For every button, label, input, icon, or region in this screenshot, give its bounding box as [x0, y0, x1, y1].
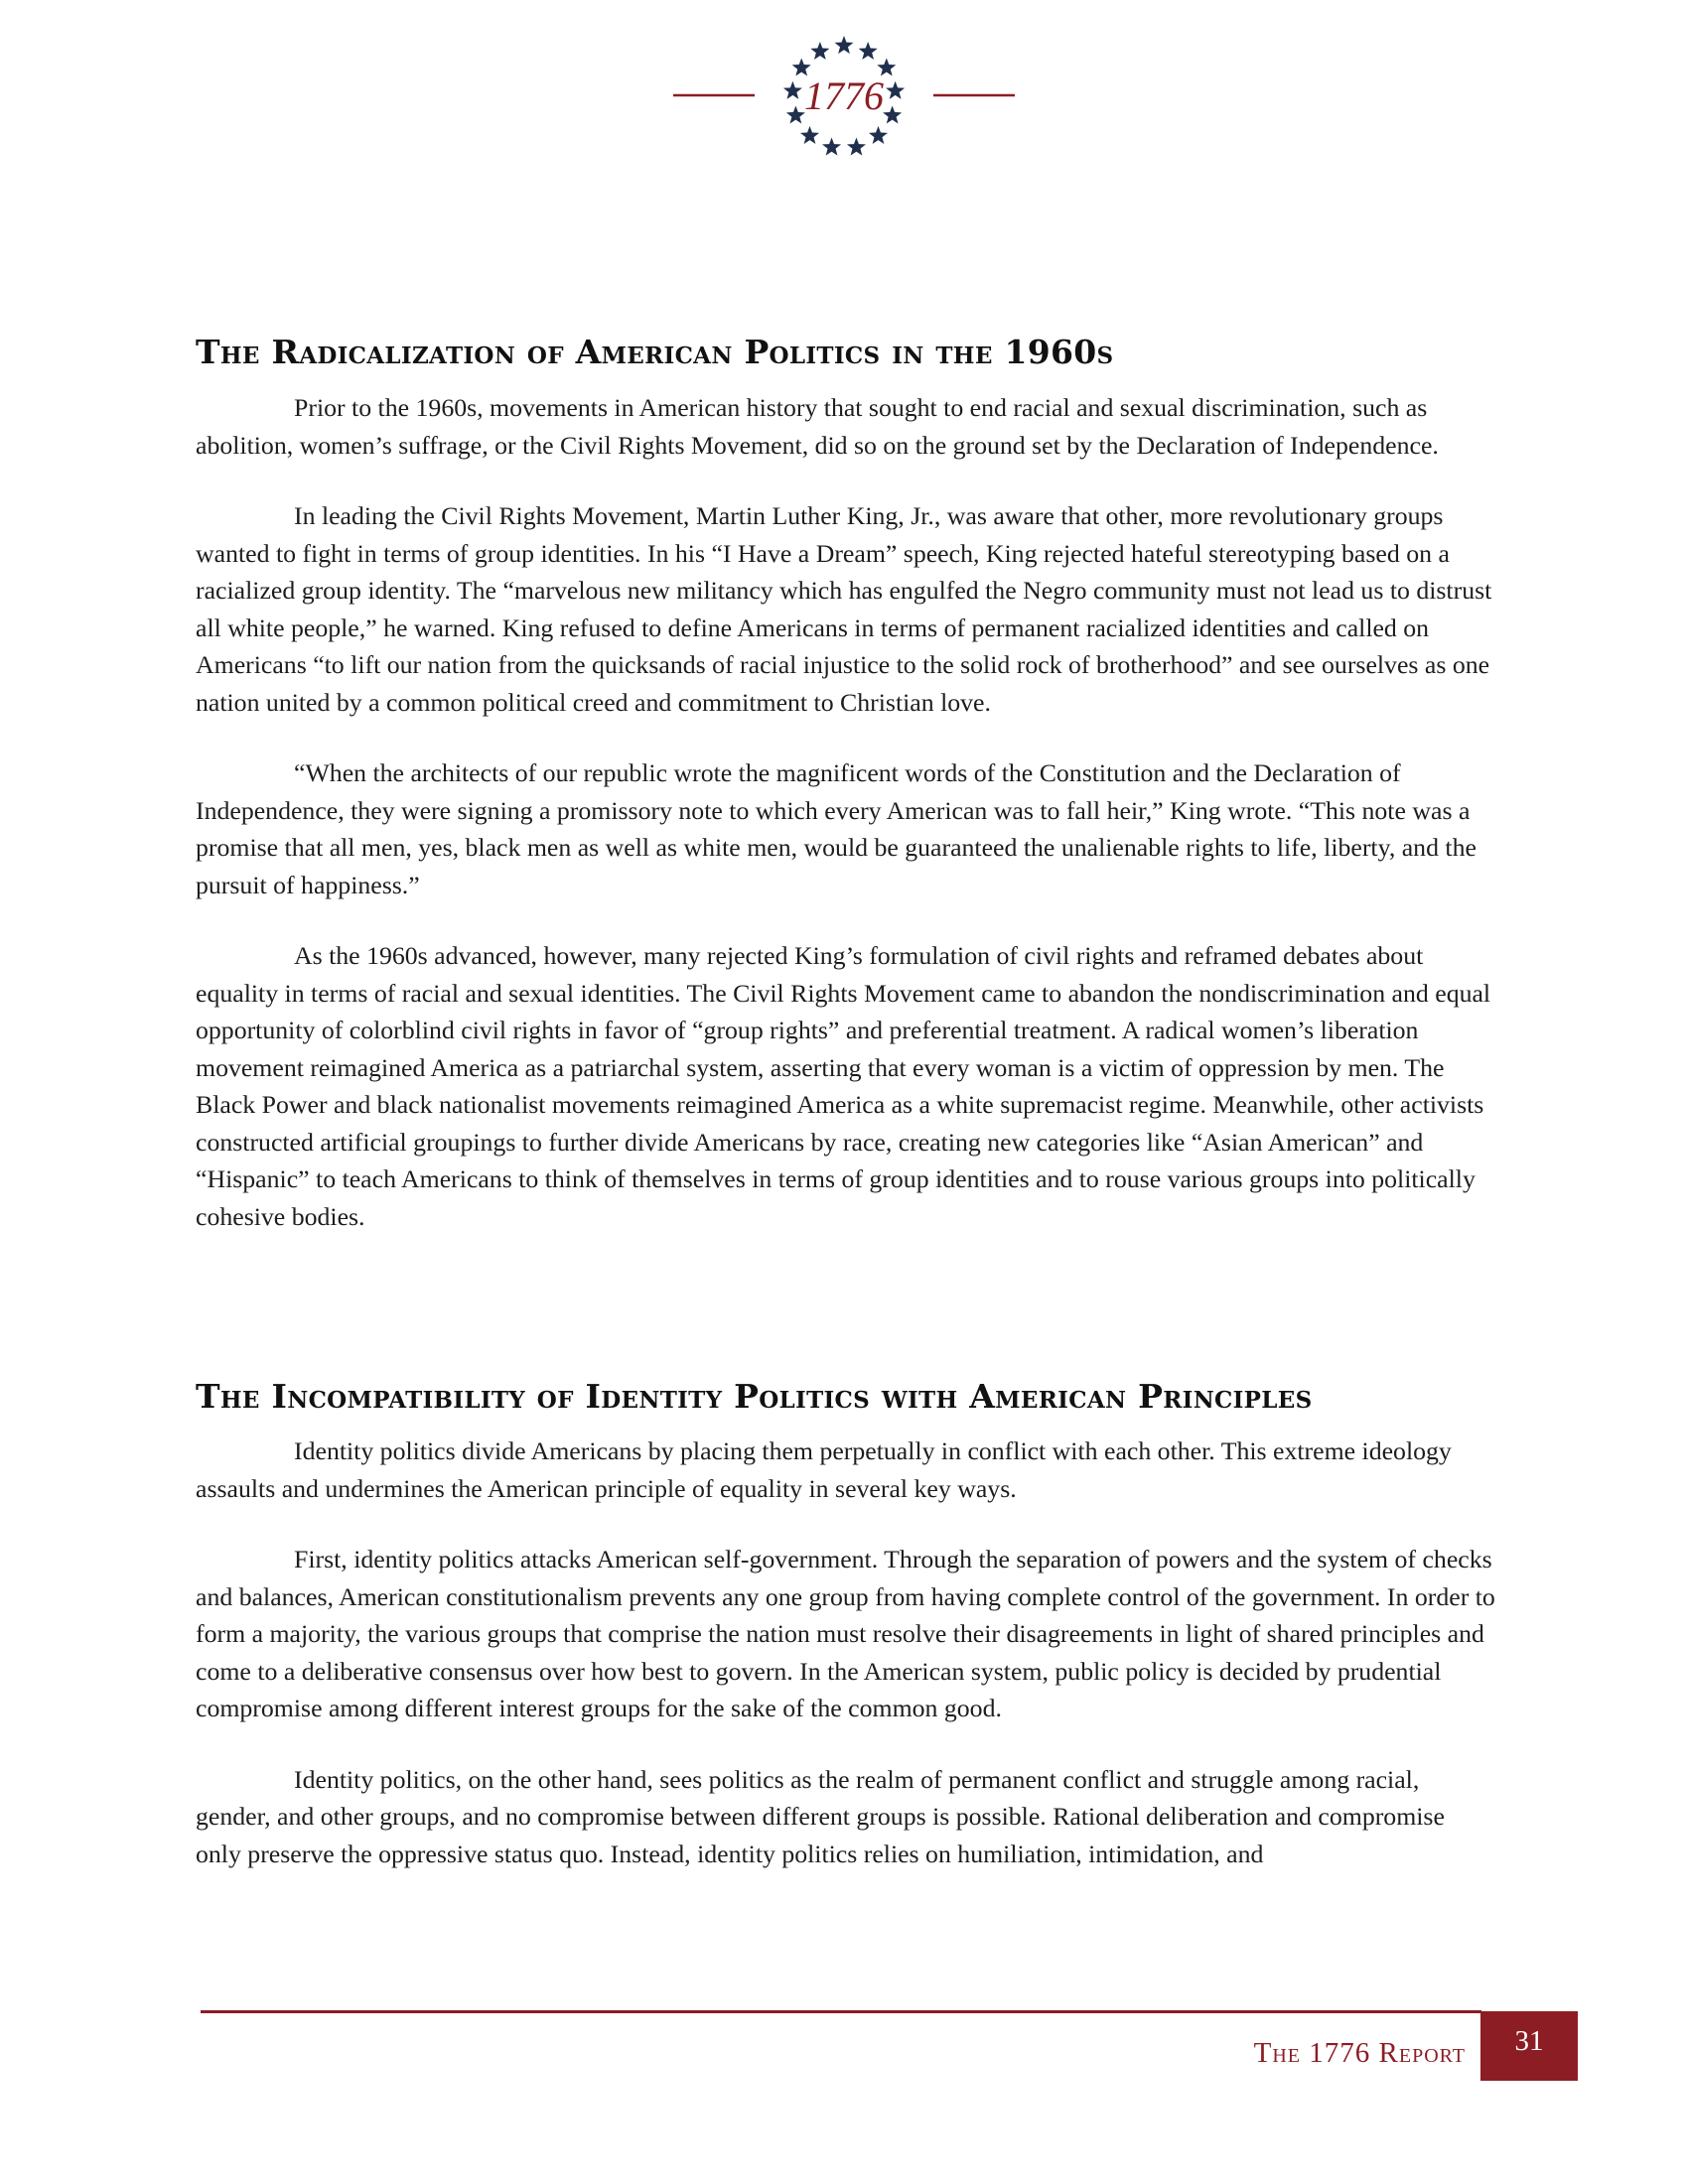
paragraph: “When the architects of our republic wrote the magnificent words of the Constitution and the Declaration of Independence, they were signing a promissory note to which every American was to fall heir,” King wrote. “This note was a promise that all men, yes, black men as well as white men, would be guaranteed the unalienable rights to life, liberty, and the pursuit of happiness.” [196, 758, 1477, 899]
paragraph: First, identity politics attacks American self-government. Through the separation of powers and the system of checks and balances, American constitutionalism prevents any one group from having complete control of the government. In order to form a majority, the various groups that comprise the nation must resolve their disagreements in light of shared principles and come to a deliberative consensus over how best to govern. In the American system, public policy is decided by prudential compromise among different interest groups for the sake of the common good. [196, 1545, 1495, 1722]
star-icon [786, 105, 805, 123]
paragraph: In leading the Civil Rights Movement, Martin Luther King, Jr., was aware that other, more revolutionary groups wanted to fight in terms of group identities. In his “I Have a Dream” speech, King rejected hateful stereotyping based on a racialized group identity. The “marvelous new militancy which has engulfed the Negro community must not lead us to distrust all white people,” he warned. King refused to define Americans in terms of permanent racialized identities and called on Americans “to lift our nation from the quicksands of racial injustice to the solid rock of brotherhood” and see ourselves as one nation united by a common political creed and commitment to Christian love. [196, 501, 1492, 717]
paragraph: Identity politics divide Americans by placing them perpetually in conflict with each other. This extreme ideology assaults and undermines the American principle of equality in several key ways. [196, 1436, 1452, 1503]
star-icon [783, 81, 802, 99]
paragraph: As the 1960s advanced, however, many rejected King’s formulation of civil rights and reframed debates about equality in terms of racial and sexual identities. The Civil Rights Movement came to abandon the nondiscrimination and equal opportunity of colorblind civil rights in favor of “group rights” and preferential treatment. A radical women’s liberation movement reimagined America as a patriarchal system, asserting that every woman is a victim of oppression by men. The Black Power and black nationalist movements reimagined America as a white supremacist regime. Meanwhile, other activists constructed artificial groupings to further divide Americans by race, creating new categories like “Asian American” and “Hispanic” to teach Americans to think of themselves in terms of group identities and to rouse various groups into politically cohesive bodies. [196, 941, 1491, 1231]
paragraph: Prior to the 1960s, movements in American history that sought to end racial and sexual discrimination, such as abolition, women’s suffrage, or the Civil Rights Movement, did so on the ground set by the Declaration of Independence. [196, 393, 1439, 460]
logo-graphic [665, 30, 1023, 179]
footer-title: The 1776 Report [1253, 2037, 1466, 2069]
star-icon [869, 126, 888, 144]
section-body [196, 1433, 1496, 1872]
star-icon [886, 81, 905, 99]
page-number-badge: 31 [1480, 2011, 1578, 2081]
star-icon [883, 105, 902, 123]
section-heading: The Incompatibility of Identity Politics with American Principles [196, 1377, 1313, 1416]
star-icon [847, 137, 866, 155]
star-icon [834, 36, 853, 54]
section-body [196, 389, 1496, 1235]
star-icon [810, 42, 829, 60]
report-logo [665, 30, 1023, 179]
star-icon [800, 126, 819, 144]
footer-rule [201, 2010, 1481, 2013]
section-heading: The Radicalization of American Politics in the 1960s [196, 333, 1114, 371]
logo-text: 1776 [804, 73, 884, 118]
star-icon [859, 42, 878, 60]
paragraph: Identity politics, on the other hand, sees politics as the realm of permanent conflict and struggle among racial, gender, and other groups, and no compromise between different groups is possible. Rational deliberation and compromise only preserve the oppressive status quo. Instead, identity politics relies on humiliation, intimidation, and [196, 1764, 1445, 1868]
star-icon [822, 137, 841, 155]
